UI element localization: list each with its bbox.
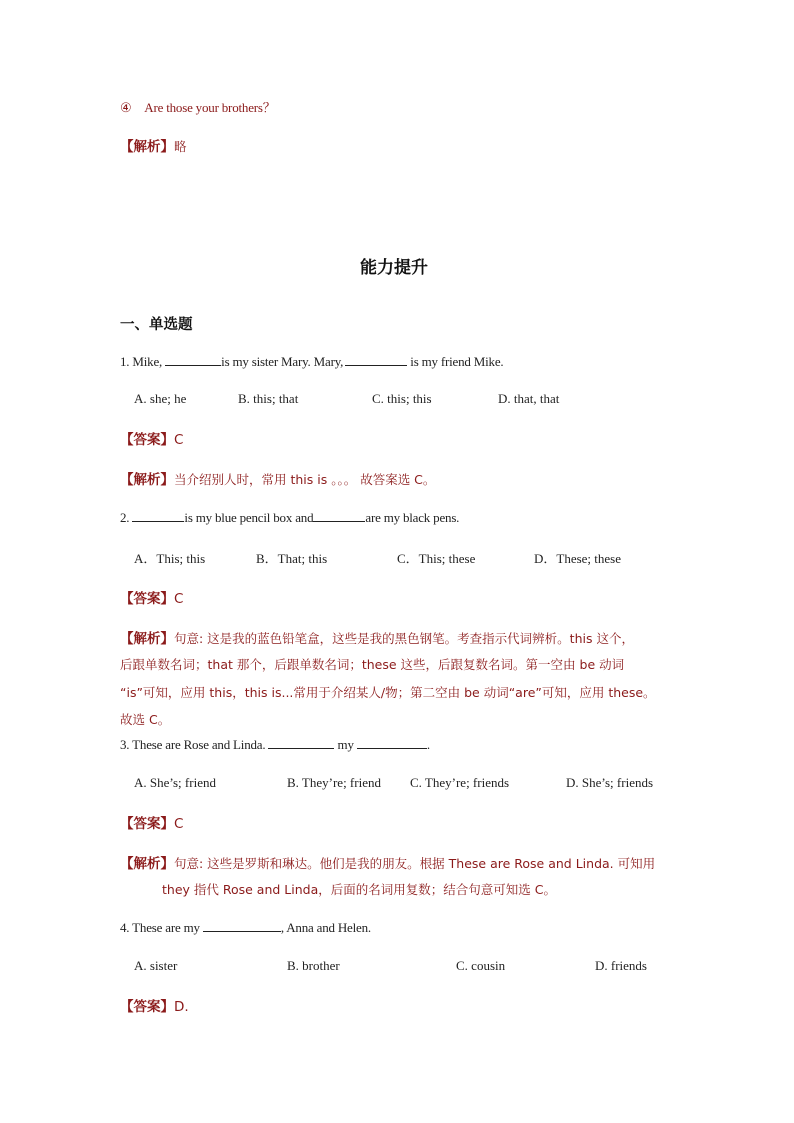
q3-stem-c: . (426, 737, 430, 752)
q2-stem-a: 2. (120, 510, 130, 525)
q1-stem-a: 1. Mike, (120, 354, 163, 369)
q2-answer-value: C (174, 591, 184, 607)
answer-tag: 【答案】 (120, 591, 174, 607)
q3-analysis-text-1: 句意: 这些是罗斯和琳达。他们是我的朋友。根据 These are Rose and Linda. 可知用 (174, 856, 656, 871)
q2-option-d: D．These; these (534, 551, 622, 566)
q4-option-b: B. brother (287, 958, 340, 973)
section-heading: 一、单选题 (120, 317, 193, 333)
q3-blank-2 (357, 738, 427, 749)
q3-blank-1 (268, 738, 334, 749)
q1-answer-value: C (174, 432, 184, 448)
q1-analysis-text: 当介绍别人时，常用 this is 。。。 故答案选 C。 (174, 472, 436, 487)
item-4-text: ④ Are those your brothers？ (120, 100, 276, 115)
q3-option-c: C. They’re; friends (410, 775, 510, 790)
q2-stem-b: is my blue pencil box and (184, 510, 314, 525)
analysis-tag: 【解析】 (120, 856, 174, 872)
q1-blank-2 (345, 355, 407, 366)
q2-option-c: C．This; these (397, 551, 476, 566)
q4-stem-a: 4. These are my (120, 920, 200, 935)
q2-stem-c: are my black pens. (365, 510, 460, 525)
q1-option-b: B. this; that (238, 391, 299, 406)
question-3-stem (120, 737, 430, 753)
q4-answer (120, 995, 189, 1015)
q3-option-a: A. She’s; friend (134, 775, 216, 790)
q2-answer (120, 587, 183, 607)
q2-analysis-line-1 (120, 627, 634, 647)
q3-option-b: B. They’re; friend (287, 775, 381, 790)
q1-blank-1 (165, 355, 221, 366)
q2-blank-1 (132, 511, 184, 522)
q2-analysis-line-3: “is”可知，应用 this，this is...常用于介绍某人/物；第二空由 be 动词“are”可知，应用 these。 (120, 685, 656, 700)
q3-analysis-line-1 (120, 852, 655, 872)
q4-option-a: A. sister (134, 958, 178, 973)
question-1-stem (120, 354, 503, 370)
q4-option-d: D. friends (595, 958, 647, 973)
question-2-stem (120, 510, 459, 526)
q1-stem-b: is my sister Mary. Mary, (221, 354, 344, 369)
q3-option-d: D. She’s; friends (566, 775, 654, 790)
q2-analysis-text-1: 句意: 这是我的蓝色铅笔盒，这些是我的黑色钢笔。考查指示代词辨析。this 这个， (174, 631, 634, 646)
top-analysis (120, 135, 187, 155)
q4-answer-value: D. (174, 999, 189, 1015)
answer-tag: 【答案】 (120, 999, 174, 1015)
analysis-tag: 【解析】 (120, 631, 174, 647)
answer-tag: 【答案】 (120, 432, 174, 448)
analysis-text: 略 (174, 139, 187, 154)
question-4-stem (120, 920, 371, 936)
q2-option-a: A．This; this (134, 551, 206, 566)
q1-answer (120, 428, 183, 448)
q2-option-b: B．That; this (256, 551, 328, 566)
q3-stem-b: my (337, 737, 354, 752)
q4-option-c: C. cousin (456, 958, 506, 973)
section-title: 能力提升 (360, 258, 428, 278)
analysis-tag: 【解析】 (120, 139, 174, 155)
q3-stem-a: 3. These are Rose and Linda. (120, 737, 266, 752)
q1-option-d: D. that, that (498, 391, 560, 406)
q1-option-c: C. this; this (372, 391, 432, 406)
q3-answer-value: C (174, 816, 184, 832)
q1-stem-c: is my friend Mike. (410, 354, 504, 369)
q1-analysis (120, 468, 435, 488)
q2-blank-2 (313, 511, 365, 522)
q3-analysis-line-2: they 指代 Rose and Linda，后面的名词用复数；结合句意可知选 C。 (162, 882, 556, 897)
q1-option-a: A. she; he (134, 391, 187, 406)
analysis-tag: 【解析】 (120, 472, 174, 488)
q2-analysis-line-2: 后跟单数名词；that 那个，后跟单数名词；these 这些，后跟复数名词。第一空由 be 动词 (120, 657, 625, 672)
q2-analysis-line-4: 故选 C。 (120, 712, 171, 727)
q3-answer (120, 812, 183, 832)
q4-blank-1 (203, 921, 281, 932)
answer-tag: 【答案】 (120, 816, 174, 832)
q4-stem-b: , Anna and Helen. (280, 920, 371, 935)
